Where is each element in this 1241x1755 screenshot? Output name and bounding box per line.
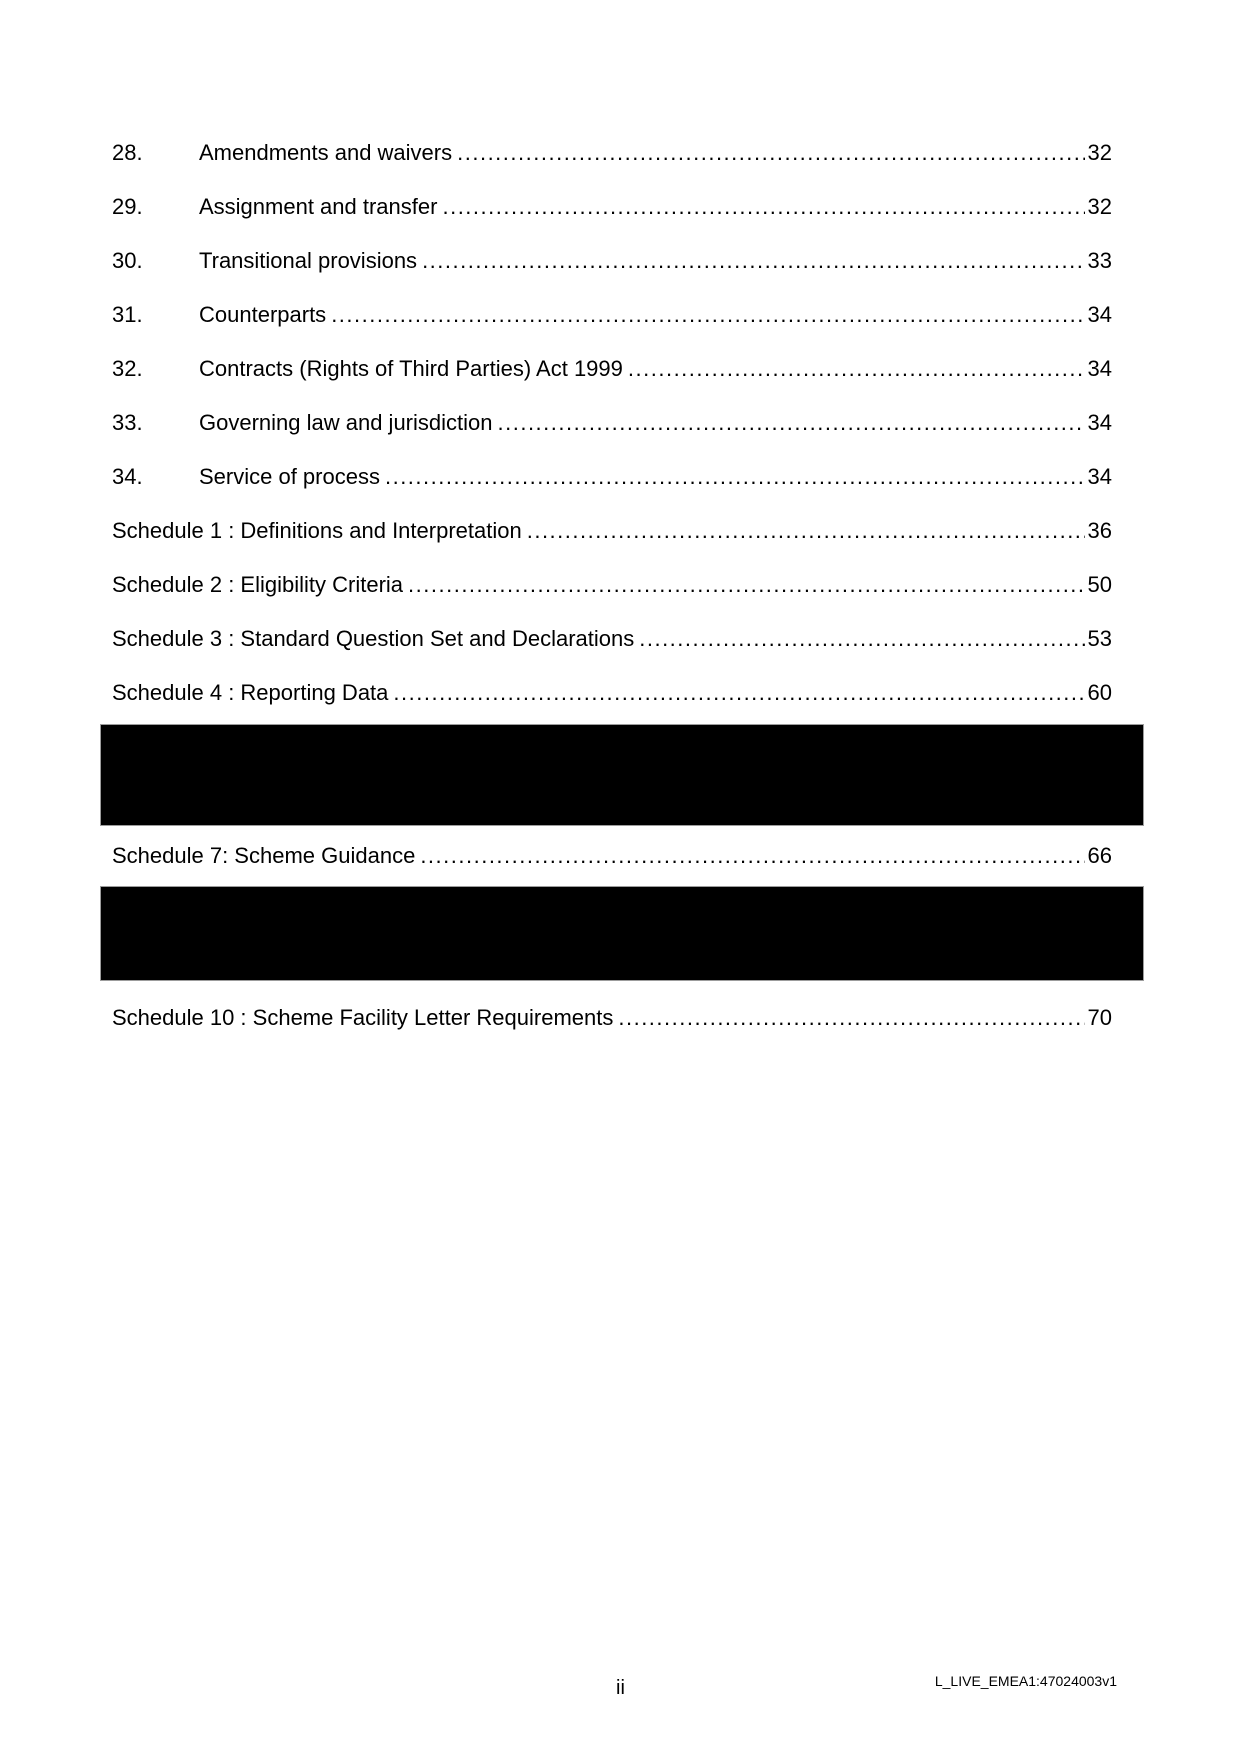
page-number: 60 xyxy=(1087,680,1112,705)
schedule-title: Schedule 7: Scheme Guidance xyxy=(112,843,416,868)
dot-leader xyxy=(457,138,1084,168)
clause-number: 28. xyxy=(112,140,143,165)
dot-leader xyxy=(408,570,1084,600)
toc-entry-schedule-10 xyxy=(112,1003,1112,1033)
clause-title: Amendments and waivers xyxy=(199,140,453,165)
dot-leader xyxy=(527,516,1085,546)
clause-title: Transitional provisions xyxy=(199,248,418,273)
page-number: 66 xyxy=(1087,843,1112,868)
clause-title: Assignment and transfer xyxy=(199,194,438,219)
page-number: 53 xyxy=(1087,626,1112,651)
page-number: 50 xyxy=(1087,572,1112,597)
toc-entry-33 xyxy=(112,408,1112,438)
schedule-title: Schedule 1 : Definitions and Interpretation xyxy=(112,518,522,543)
toc-entry-schedule-2 xyxy=(112,570,1112,600)
schedule-title: Schedule 3 : Standard Question Set and Declarations xyxy=(112,626,635,651)
dot-leader xyxy=(639,624,1084,654)
page-number: 32 xyxy=(1087,194,1112,219)
redaction-bar-2 xyxy=(100,886,1144,981)
page-number: 34 xyxy=(1087,410,1112,435)
clause-number: 29. xyxy=(112,194,143,219)
clause-number: 34. xyxy=(112,464,143,489)
redaction-bar-1 xyxy=(100,724,1144,826)
clause-title: Counterparts xyxy=(199,302,327,327)
toc-entry-34 xyxy=(112,462,1112,492)
dot-leader xyxy=(422,246,1084,276)
toc-entry-schedule-1 xyxy=(112,516,1112,546)
schedule-title: Schedule 4 : Reporting Data xyxy=(112,680,389,705)
schedule-title: Schedule 10 : Scheme Facility Letter Requirements xyxy=(112,1005,614,1030)
schedule-title: Schedule 2 : Eligibility Criteria xyxy=(112,572,404,597)
page-number: 34 xyxy=(1087,464,1112,489)
toc-entry-schedule-3 xyxy=(112,624,1112,654)
toc-entry-schedule-4 xyxy=(112,678,1112,708)
clause-number: 32. xyxy=(112,356,143,381)
page-number: 32 xyxy=(1087,140,1112,165)
page-number: 33 xyxy=(1087,248,1112,273)
footer-doc-reference: L_LIVE_EMEA1:47024003v1 xyxy=(934,1673,1117,1689)
clause-number: 31. xyxy=(112,302,143,327)
dot-leader xyxy=(498,408,1085,438)
clause-title: Service of process xyxy=(199,464,380,489)
page-number: 70 xyxy=(1087,1005,1112,1030)
page-number: 34 xyxy=(1087,302,1112,327)
toc-entry-29 xyxy=(112,192,1112,222)
clause-title: Contracts (Rights of Third Parties) Act 1999 xyxy=(199,356,623,381)
toc-entry-31 xyxy=(112,300,1112,330)
clause-title: Governing law and jurisdiction xyxy=(199,410,493,435)
page-number: 34 xyxy=(1087,356,1112,381)
toc-entry-30 xyxy=(112,246,1112,276)
dot-leader xyxy=(393,678,1084,708)
toc-entry-28 xyxy=(112,138,1112,168)
dot-leader xyxy=(331,300,1084,330)
toc-entry-schedule-7 xyxy=(112,841,1112,871)
footer-page-number: ii xyxy=(616,1677,625,1699)
clause-number: 33. xyxy=(112,410,143,435)
toc-entry-32 xyxy=(112,354,1112,384)
clause-number: 30. xyxy=(112,248,143,273)
dot-leader xyxy=(618,1003,1084,1033)
page-number: 36 xyxy=(1087,518,1112,543)
dot-leader xyxy=(442,192,1084,222)
dot-leader xyxy=(628,354,1085,384)
dot-leader xyxy=(420,841,1084,871)
dot-leader xyxy=(385,462,1085,492)
